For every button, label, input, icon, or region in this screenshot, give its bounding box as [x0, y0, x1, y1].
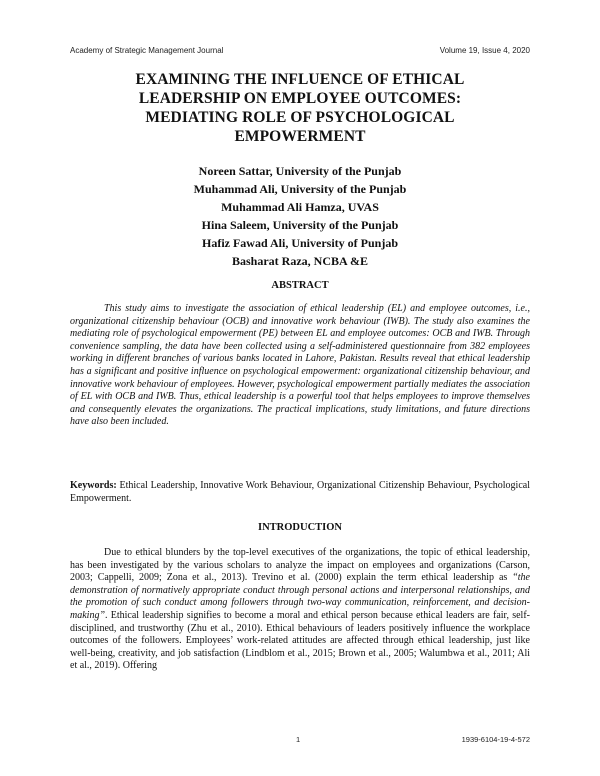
journal-name: Academy of Strategic Management Journal	[70, 46, 224, 55]
author: Basharat Raza, NCBA &E	[231, 254, 368, 268]
author: Noreen Sattar, University of the Punjab	[198, 164, 402, 178]
author: Muhammad Ali, University of the Punjab	[193, 182, 407, 196]
title-line: MEDIATING ROLE OF PSYCHOLOGICAL	[145, 109, 455, 126]
keywords-label: Keywords:	[70, 480, 117, 491]
title-line: LEADERSHIP ON EMPLOYEE OUTCOMES:	[138, 90, 462, 107]
introduction-paragraph	[70, 547, 530, 673]
intro-text-part-2: . Ethical leadership signifies to become a moral and ethical person because ethical leaders are fair, self-disciplined, and trustworthy (Zhu et al., 2010). Ethical behaviours of leaders positively influence the workplace outcomes of the followers. Employees’ work-related attitudes are affected through ethical leadership, just like well-being, creativity, and job satisfaction (Lindblom et al., 2015; Brown et al., 2005; Walumbwa et al., 2011; Ali et al., 2019). Offering	[70, 609, 530, 672]
introduction-heading: INTRODUCTION	[257, 522, 342, 533]
abstract-text: This study aims to investigate the association of ethical leadership (EL) and employee outcomes, i.e., organizational citizenship behaviour (OCB) and innovative work behaviour (IWB). The study also examines the mediating role of psychological empowerment (PE) between EL and employee outcomes: OCB and IWB. Through convenience sampling, the data have been collected using a self-administered questionnaire from 382 employees working in different branches of various banks located in Lahore, Pakistan. Results reveal that ethical leadership has a significant and positive influence on psychological empowerment: organizational citizenship behaviour, and innovative work behaviour of employees. However, psychological empowerment partially mediates the association of EL with OCB and IWB. Thus, ethical leadership is a powerful tool that helps employees to improve themselves and consequently elevates the organizations. The practical implications, study limitations, and future directions have also been included.	[70, 303, 530, 428]
author-list	[70, 162, 530, 270]
document-id: 1939-6104-19-4-572	[461, 735, 530, 744]
paper-title	[70, 70, 530, 146]
intro-text-part-1: Due to ethical blunders by the top-level executives of the organizations, the topic of ethical leadership, has been investigated by the various scholars to analyze the impact on employees and organizations (Carson, 2003; Cappelli, 2009; Zona et al., 2013). Trevino et al. (2000) explain the term ethical leadership as	[70, 547, 530, 584]
page-number: 1	[296, 735, 301, 744]
abstract-heading: ABSTRACT	[271, 280, 329, 291]
keywords-text: Ethical Leadership, Innovative Work Behaviour, Organizational Citizenship Behaviour, Psychological Empowerment.	[70, 480, 530, 504]
author: Hafiz Fawad Ali, University of Punjab	[201, 236, 398, 250]
title-line: EXAMINING THE INFLUENCE OF ETHICAL	[135, 71, 465, 88]
title-line: EMPOWERMENT	[234, 128, 366, 145]
intro-quote: “the demonstration of normatively appropriate conduct through personal actions and interpersonal relationships, and the promotion of such conduct among followers through two-way communication, reinforcement, and decision-making”	[70, 572, 530, 621]
keywords	[70, 480, 530, 505]
author: Muhammad Ali Hamza, UVAS	[221, 200, 379, 214]
author: Hina Saleem, University of the Punjab	[201, 218, 399, 232]
volume-issue: Volume 19, Issue 4, 2020	[439, 46, 530, 55]
